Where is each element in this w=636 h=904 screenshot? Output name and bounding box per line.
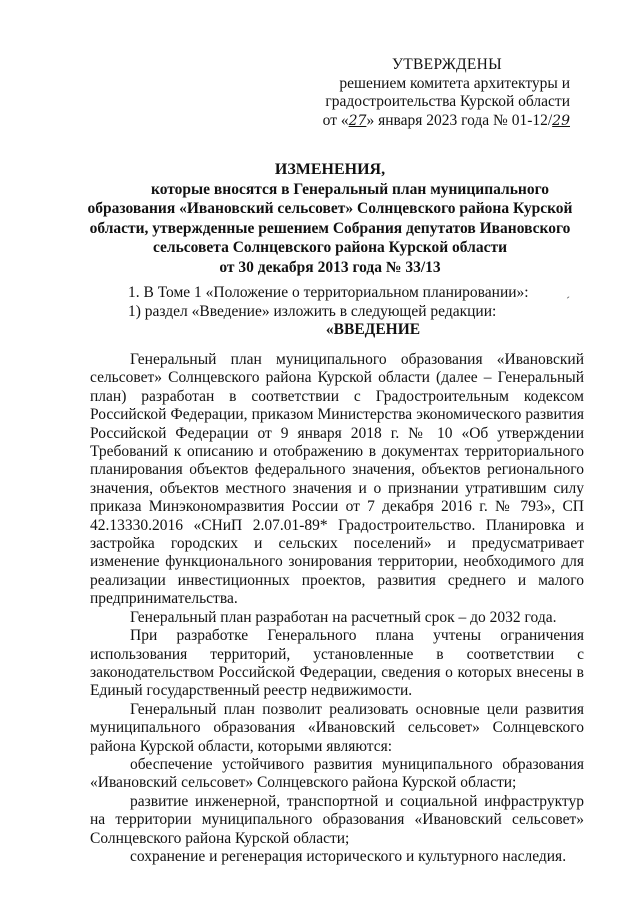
approval-line-2: градостроительства Курской области [325, 93, 570, 110]
paragraph: Генеральный план муниципального образования «Ивановский сельсовет» Солнцевского района Курской области (далее – Генеральный план) разработан в соответствии с Градостроительным кодексом Российской Федерации, приказом Министерства экономического развития Российской Федерации от 9 января 2018 г. № 10 «Об утверждении Требований к описанию и отображению в документах территориального планирования объектов федерального значения, объектов регионального значения, объектов местного значения и о признании утратившим силу приказа Минэкономразвития России от 7 декабря 2016 г. № 793», СП 42.13330.2016 «СНиП 2.07.01-89* Градостроительство. Планировка и застройка городских и сельских поселений» и предусматривает изменение функционального зонирования территории, необходимого для реализации инвестиционных проектов, развития среднего и малого предпринимательства. [90, 351, 584, 608]
paragraph: При разработке Генерального плана учтены ограничения использования территорий, установленные в соответствии с законодательством Российской Федерации, сведения о которых внесены в Единый государственный реестр недвижимости. [90, 627, 584, 700]
intro-item-1: 1. В Томе 1 «Положение о территориальном планировании»: [128, 284, 529, 301]
paragraph: сохранение и регенерация исторического и культурного наследия. [130, 847, 567, 865]
date-prefix: от « [322, 111, 349, 129]
document-title [80, 160, 580, 277]
document-body [90, 351, 584, 866]
title-line-3: области, утвержденные решением Собрания депутатов Ивановского [89, 219, 571, 237]
title-line-5: от 30 декабря 2013 года № 33/13 [219, 258, 441, 276]
intro-block [128, 284, 578, 340]
approval-line-1: решением комитета архитектуры и [339, 74, 570, 92]
approval-date-line [300, 112, 570, 131]
paragraph: Генеральный план разработан на расчетный срок – до 2032 года. [130, 608, 557, 626]
approval-heading: УТВЕРЖДЕНЫ [392, 56, 502, 73]
approval-block [300, 56, 570, 130]
title-line-2: образования «Ивановский сельсовет» Солнцевского района Курской [87, 200, 573, 217]
paragraph: обеспечение устойчивого развития муниципального образования «Ивановский сельсовет» Солнцевского района Курской области; [90, 755, 584, 792]
date-middle: » января 2023 года № 01-12/ [366, 111, 553, 129]
section-heading: «ВВЕДЕНИЕ [325, 321, 421, 338]
handwritten-day: 27 [348, 112, 367, 129]
title-main: ИЗМЕНЕНИЯ, [274, 161, 386, 178]
title-line-4: сельсовета Солнцевского района Курской области [152, 239, 508, 256]
scan-mark: ´ [566, 294, 570, 308]
intro-item-2: 1) раздел «Введение» изложить в следующей редакции: [128, 302, 497, 320]
handwritten-number: 29 [552, 112, 570, 129]
paragraph: развитие инженерной, транспортной и социальной инфраструктур на территории муниципального образования «Ивановский сельсовет» Солнцевского района Курской области; [90, 792, 584, 847]
title-line-1: которые вносятся в Генеральный план муниципального [150, 180, 550, 198]
paragraph: Генеральный план позволит реализовать основные цели развития муниципального образования «Ивановский сельсовет» Солнцевского района Курской области, которыми являются: [90, 700, 584, 755]
